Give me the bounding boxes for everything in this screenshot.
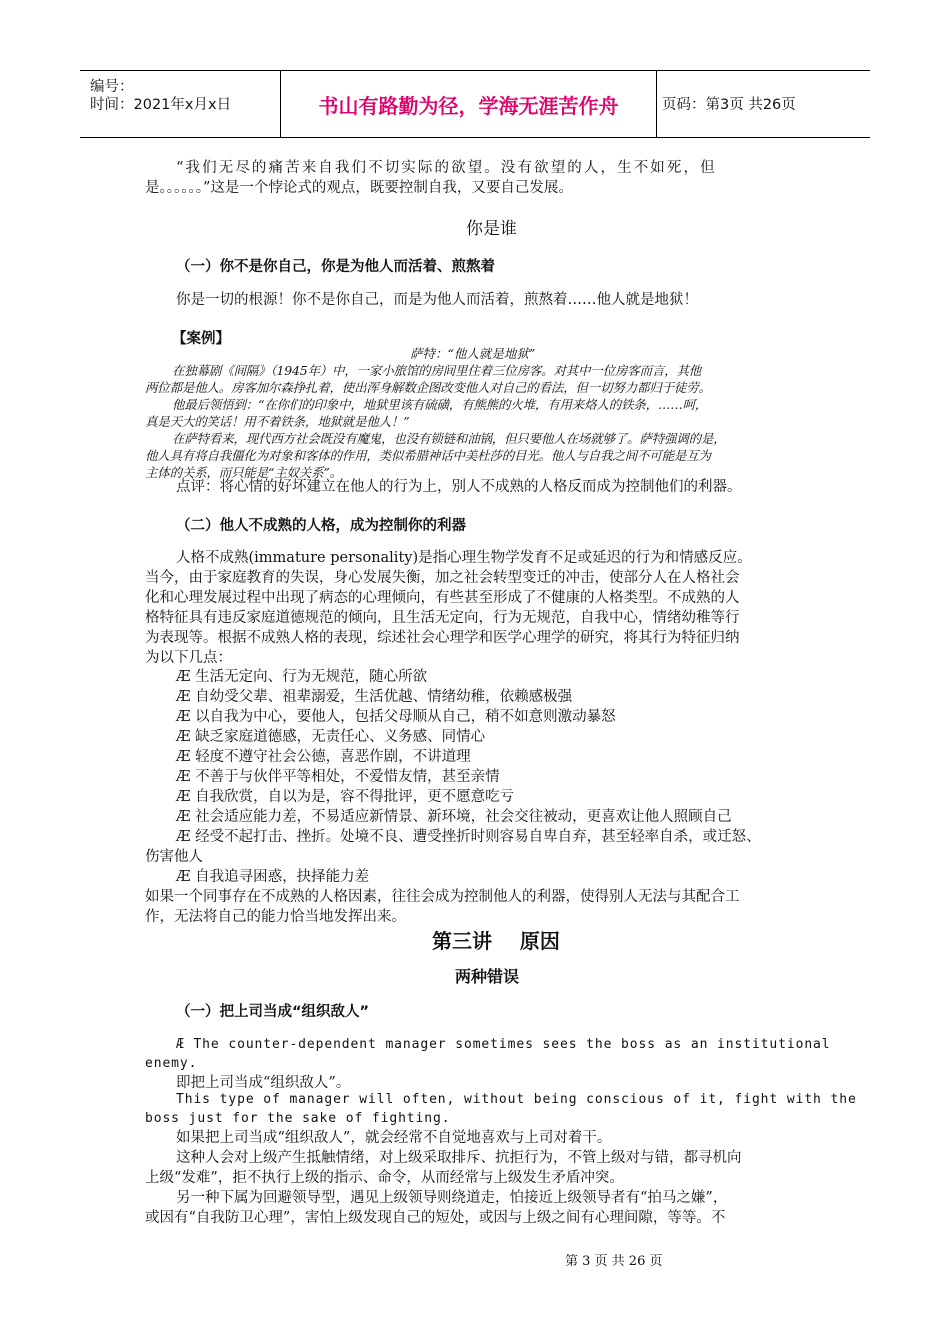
bullet-item-continued: 伤害他人 xyxy=(145,849,203,865)
body-line: 如果把上司当成“组织敌人”，就会经常不自觉地喜欢与上司对着干。 xyxy=(176,1130,612,1146)
bullet-item: Æ 自幼受父辈、祖辈溺爱，生活优越、情绪幼稚，依赖感极强 xyxy=(176,689,573,705)
para-line: 格特征具有违反家庭道德规范的倾向，且生活无定向，行为无规范，自我中心，情绪幼稚等行 xyxy=(145,610,740,626)
case-line: 他最后领悟到：“在你们的印象中，地狱里该有硫磺，有熊熊的火堆，有用来烙人的铁条，……呵， xyxy=(172,397,708,412)
body-line: This type of manager will often, without being conscious of it, fight with the xyxy=(176,1092,857,1107)
para-line: 为表现等。根据不成熟人格的表现，综述社会心理学和医学心理学的研究，将其行为特征归纳 xyxy=(145,630,740,646)
body-line: 或因有“自我防卫心理”，害怕上级发现自己的短处，或因与上级之间有心理间隙，等等。不 xyxy=(145,1210,726,1226)
bullet-item: Æ 以自我为中心，要他人，包括父母顺从自己，稍不如意则激动暴怒 xyxy=(176,709,616,725)
intro-line-2: 是。。。。。。”这是一个悖论式的观点，既要控制自我，又要自己发展。 xyxy=(145,180,573,196)
case-line: 两位都是他人。房客加尔森挣扎着，使出浑身解数企图改变他人对自己的看法，但一切努力都归于徒劳。 xyxy=(145,380,711,395)
body-line: 这种人会对上级产生抵触情绪，对上级采取排斥、抗拒行为，不管上级对与错，都寻机向 xyxy=(176,1150,742,1166)
case-line: 真是天大的笑话！用不着铁条，地狱就是他人！” xyxy=(145,414,410,429)
case-line: 主体的关系，而只能是“主奴关系”。 xyxy=(145,465,342,480)
body-line: 另一种下属为回避领导型，遇见上级领导则绕道走，怕接近上级领导者有“拍马之嫌”， xyxy=(176,1190,728,1206)
case-line: 他人具有将自我僵化为对象和客体的作用，类似希腊神话中美杜莎的目光。他人与自我之间不可能是互为 xyxy=(145,448,711,463)
subheading-3: （一）把上司当成“组织敌人” xyxy=(176,1004,370,1020)
doc-number-label: 编号： xyxy=(90,79,134,95)
subheading-1: （一）你不是你自己，你是为他人而活着、煎熬着 xyxy=(176,259,495,275)
page-footer: 第 3 页 共 26 页 xyxy=(565,1254,663,1269)
para-line: 人格不成熟(immature personality)是指心理生物学发育不足或延迟的行为和情感反应。 xyxy=(176,550,752,566)
case-comment: 点评：将心情的好坏建立在他人的行为上，别人不成熟的人格反而成为控制他们的利器。 xyxy=(176,479,742,495)
conclusion-line: 如果一个同事存在不成熟的人格因素，往往会成为控制他人的利器，使得别人无法与其配合工 xyxy=(145,889,740,905)
intro-line-1: “我们无尽的痛苦来自我们不切实际的欲望。没有欲望的人，生不如死，但 xyxy=(176,160,717,176)
lecture-subtitle: 两种错误 xyxy=(455,967,520,986)
para-line: 为以下几点： xyxy=(145,650,232,666)
subheading-2: （二）他人不成熟的人格，成为控制你的利器 xyxy=(176,518,466,534)
case-title: 萨特：“他人就是地狱” xyxy=(410,346,536,361)
document-header xyxy=(80,70,870,138)
bullet-item: Æ 缺乏家庭道德感，无责任心、义务感、同情心 xyxy=(176,729,486,745)
bullet-item: Æ 不善于与伙伴平等相处，不爱惜友情，甚至亲情 xyxy=(176,769,500,785)
case-label: 【案例】 xyxy=(172,331,230,347)
bullet-item: Æ 生活无定向、行为无规范，随心所欲 xyxy=(176,669,428,685)
bullet-item: Æ 自我追寻困惑，抉择能力差 xyxy=(176,869,370,885)
header-meta-cell xyxy=(80,71,281,137)
doc-time-label: 时间：2021年x月x日 xyxy=(90,97,232,113)
body-line: boss just for the sake of fighting. xyxy=(145,1111,451,1126)
body-line: 即把上司当成“组织敌人”。 xyxy=(176,1075,351,1091)
body-line: Æ The counter-dependent manager sometimes sees the boss as an institutional xyxy=(176,1037,831,1052)
para-line: 当今，由于家庭教育的失误，身心发展失衡，加之社会转型变迁的冲击，使部分人在人格社会 xyxy=(145,570,740,586)
header-page-label: 页码：第3页 共26页 xyxy=(662,97,796,113)
case-line: 在独幕剧《间隔》（1945年）中，一家小旅馆的房间里住着三位房客。对其中一位房客而言，其他 xyxy=(172,363,702,378)
header-motto: 书山有路勤为径，学海无涯苦作舟 xyxy=(281,71,657,137)
body-line: enemy. xyxy=(145,1056,198,1071)
case-line: 在萨特看来，现代西方社会既没有魔鬼，也没有锁链和油锅，但只要他人在场就够了。萨特强调的是， xyxy=(172,431,726,446)
sub1-text: 你是一切的根源！你不是你自己，而是为他人而活着，煎熬着……他人就是地狱！ xyxy=(176,292,698,308)
para-line: 化和心理发展过程中出现了病态的心理倾向，有些甚至形成了不健康的人格类型。不成熟的人 xyxy=(145,590,740,606)
body-line: 上级“发难”，拒不执行上级的指示、命令，从而经常与上级发生矛盾冲突。 xyxy=(145,1170,624,1186)
lecture-title: 第三讲 原因 xyxy=(432,929,560,953)
bullet-item: Æ 轻度不遵守社会公德，喜恶作剧，不讲道理 xyxy=(176,749,471,765)
bullet-item: Æ 社会适应能力差，不易适应新情景、新环境，社会交往被动，更喜欢让他人照顾自己 xyxy=(176,809,732,825)
bullet-item: Æ 经受不起打击、挫折。处境不良、遭受挫折时则容易自卑自弃，甚至轻率自杀，或迁怒、 xyxy=(176,829,761,845)
conclusion-line: 作，无法将自己的能力恰当地发挥出来。 xyxy=(145,909,406,925)
bullet-item: Æ 自我欣赏，自以为是，容不得批评，更不愿意吃亏 xyxy=(176,789,515,805)
section-title-who: 你是谁 xyxy=(466,219,517,239)
